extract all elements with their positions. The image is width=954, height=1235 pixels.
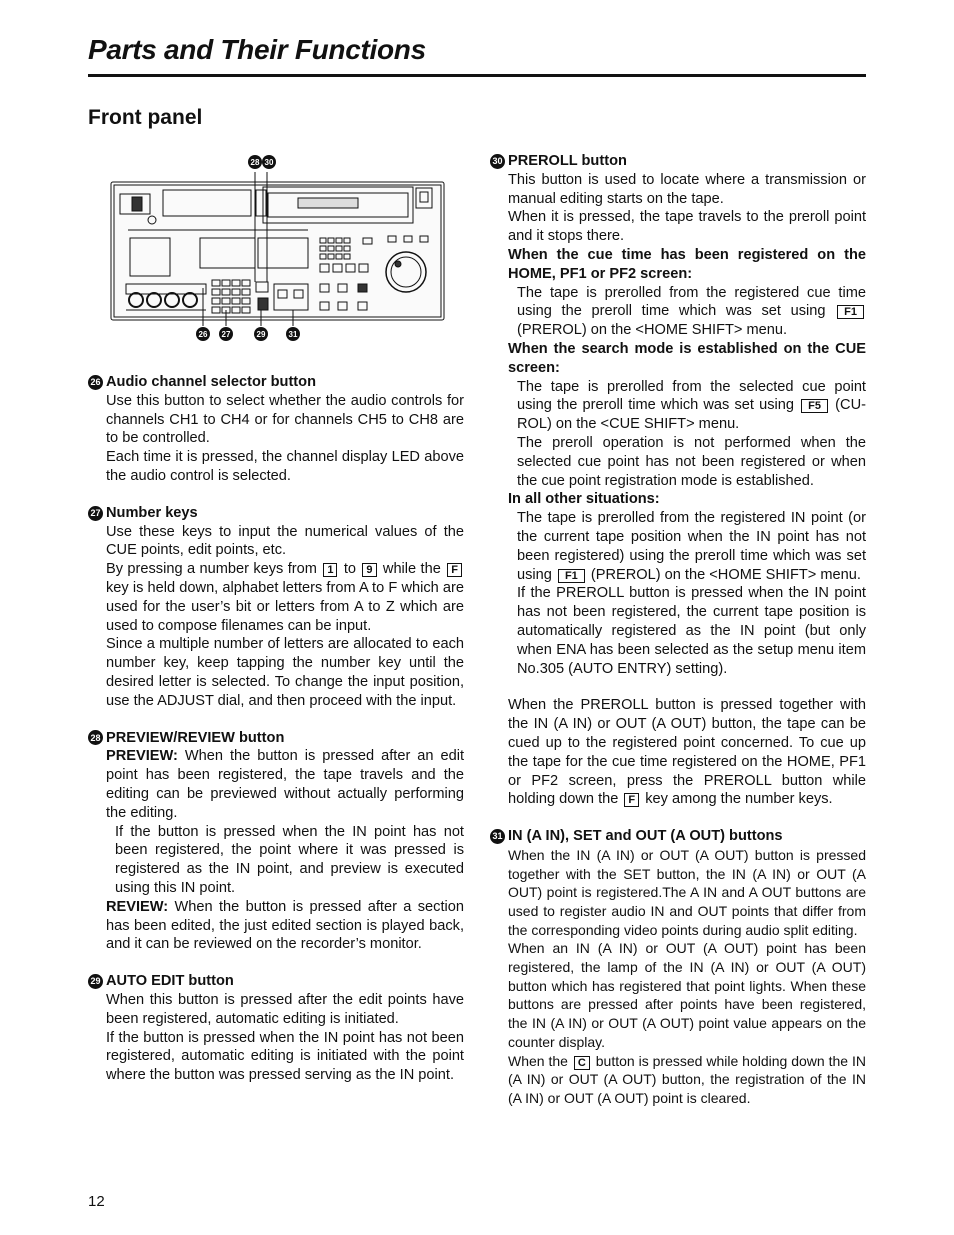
preview-text-2: If the button is pressed when the IN point has not been registered, the point where it was pressed is registered as the IN point, and preview is executed using this IN point. xyxy=(115,823,464,896)
item-28-heading xyxy=(88,729,464,748)
key-f1-home: F1 xyxy=(837,305,864,319)
svg-text:31: 31 xyxy=(288,330,298,339)
item-29-text-1: When this button is pressed after the edit points have been registered, automatic editing is initiated. xyxy=(106,991,464,1027)
item-27 xyxy=(88,504,464,711)
item-26-text-1: Use this button to select whether the audio controls for channels CH1 to CH4 or for channels CH5 to CH8 are to be controlled. xyxy=(106,392,464,447)
item-26-text-2: Each time it is pressed, the channel display LED above the audio control is selected. xyxy=(106,449,464,484)
item-31-text-3b: button is pressed while holding down the IN (A IN) or OUT (A OUT) button, the registration of the IN (A IN) or OUT (A OUT) point is cleared. xyxy=(508,1052,866,1106)
item-30-sub-text-1a: The tape is prerolled from the registered cue time using the preroll time which was set using xyxy=(517,284,866,320)
item-31 xyxy=(490,827,866,1108)
item-30-number: 30 xyxy=(490,154,505,169)
item-26 xyxy=(88,373,464,486)
svg-text:28: 28 xyxy=(250,158,260,167)
item-27-title: Number keys xyxy=(106,504,198,521)
front-panel-diagram xyxy=(108,150,448,345)
item-29-number: 29 xyxy=(88,974,103,989)
item-27-text-2 xyxy=(106,560,464,635)
item-30-text-2: When it is pressed, the tape travels to the preroll point and it stops there. xyxy=(508,209,866,245)
item-30-text-3a: When the PREROLL button is pressed together with the IN (A IN) or OUT (A OUT) button, the tape can be cued up to the registered point concerned. To cue up the tape for the cue time registered on the HOME, PF1 or PF2 screen, press the PREROLL button while holding down the xyxy=(508,697,866,808)
item-29-title: AUTO EDIT button xyxy=(106,973,234,990)
preview-text: When the button is pressed after an edit point has been registered, the tape travels and the editing can be previewed without actually performing the editing. xyxy=(106,748,464,821)
item-30-heading xyxy=(490,152,866,171)
svg-text:30: 30 xyxy=(264,158,274,167)
item-31-number: 31 xyxy=(490,829,505,844)
item-30-sub-text-3 xyxy=(517,509,866,584)
item-26-number: 26 xyxy=(88,375,103,390)
item-28-number: 28 xyxy=(88,730,103,745)
item-27-text-2b: to xyxy=(343,561,356,578)
callout-26 xyxy=(196,327,210,341)
item-30-sub-text-1 xyxy=(517,284,866,340)
item-31-text-3a: When the xyxy=(508,1052,568,1069)
item-29 xyxy=(88,972,464,1085)
item-30-sub-text-3a: The tape is prerolled from the registered IN point (or the current tape position when the IN point has not been registered) using the preroll time which was set using xyxy=(517,510,866,583)
key-1: 1 xyxy=(323,563,337,577)
title-rule xyxy=(88,74,866,77)
svg-text:26: 26 xyxy=(198,330,208,339)
callout-31 xyxy=(286,327,300,341)
callout-27 xyxy=(219,327,233,341)
item-29-text-2: If the button is pressed when the IN point has not been registered, automatic editing is initiated with the point where the button was pressed serving as the IN point. xyxy=(106,1029,464,1084)
item-27-number: 27 xyxy=(88,506,103,521)
callout-28 xyxy=(248,155,262,169)
item-30-sub-heading-2: When the search mode is established on the CUE screen: xyxy=(508,340,866,376)
item-29-heading xyxy=(88,972,464,991)
item-28-preview xyxy=(106,747,464,822)
left-column xyxy=(88,373,464,1103)
item-30-sub-heading-3: In all other situations: xyxy=(508,491,660,508)
item-30 xyxy=(490,152,866,809)
item-30-sub-text-2a: The tape is prerolled from the selected cue point using the preroll time which was set using xyxy=(517,378,866,414)
item-30-sub-heading-1: When the cue time has been registered on the HOME, PF1 or PF2 screen: xyxy=(508,246,866,282)
preview-label: PREVIEW: xyxy=(106,748,178,765)
item-30-sub-text-3b: (PREROL) on the <HOME SHIFT> menu. xyxy=(590,566,861,583)
page-title: Parts and Their Functions xyxy=(88,34,426,65)
item-27-text-2a: By pressing a number keys from xyxy=(106,561,317,578)
item-31-title: IN (A IN), SET and OUT (A OUT) buttons xyxy=(508,828,783,845)
key-f-preroll: F xyxy=(624,793,639,807)
key-f5-cue: F5 xyxy=(801,399,828,413)
item-30-sub-text-1b: (PREROL) on the <HOME SHIFT> menu. xyxy=(517,322,788,339)
item-30-sub-text-3-note: If the PREROLL button is pressed when the IN point has not been registered, the current tape position is automatically registered as the IN point (but only when ENA has been selected as the setup menu item No.305 (AUTO ENTRY) setting). xyxy=(517,585,866,677)
key-9: 9 xyxy=(362,563,376,577)
item-30-sub-text-2-note: The preroll operation is not performed when the selected cue point has not been registered or when the cue point registration mode is established. xyxy=(517,434,866,489)
callout-29 xyxy=(254,327,268,341)
item-28-review xyxy=(106,898,464,954)
item-31-text-3 xyxy=(508,1052,866,1108)
item-31-text-2: When an IN (A IN) or OUT (A OUT) point has been registered, the lamp of the IN (A IN) or OUT (A OUT) button which has registered that point lights. When these buttons are pressed after points have been registered, the IN (A IN) or OUT (A OUT) point value appears on the counter display. xyxy=(508,940,866,1050)
item-26-heading xyxy=(88,373,464,392)
item-30-sub-text-2b: (CU-ROL) on the <CUE SHIFT> menu. xyxy=(517,397,866,433)
callout-30 xyxy=(262,155,276,169)
item-30-text-3 xyxy=(508,696,866,809)
item-30-sub-text-2 xyxy=(517,378,866,434)
svg-text:27: 27 xyxy=(221,330,231,339)
section-title: Front panel xyxy=(88,106,203,129)
right-column xyxy=(490,152,866,1126)
key-c: C xyxy=(574,1056,590,1070)
item-30-text-1: This button is used to locate where a transmission or manual editing starts on the tape. xyxy=(508,171,866,207)
item-28-title: PREVIEW/REVIEW button xyxy=(106,729,285,746)
item-27-heading xyxy=(88,504,464,523)
review-label: REVIEW: xyxy=(106,898,169,915)
item-31-text-1: When the IN (A IN) or OUT (A OUT) button is pressed together with the SET button, the IN (A IN) or OUT (A OUT) point is registered.The A IN and A OUT buttons are used to register audio IN and OUT points that differ from the corresponding video points during audio split editing. xyxy=(508,846,866,938)
item-27-text-2d: key is held down, alphabet letters from A to F which are used for the user’s bit or letters from A to Z which are used to compose filenames can be input. xyxy=(106,579,464,634)
item-27-text-3: Since a multiple number of letters are allocated to each number key, keep tapping the number key until the desired letter is selected. To change the input position, use the ADJUST dial, and then proceed with the input. xyxy=(106,636,464,709)
svg-text:29: 29 xyxy=(256,330,266,339)
key-f1-other: F1 xyxy=(558,569,585,583)
item-30-title: PREROLL button xyxy=(508,153,627,169)
review-text: When the button is pressed after a section has been edited, the just edited section is played back, and it can be reviewed on the recorder’s monitor. xyxy=(106,898,464,953)
key-f: F xyxy=(447,563,462,577)
item-28 xyxy=(88,729,464,955)
item-26-title: Audio channel selector button xyxy=(106,374,316,390)
item-27-text-1: Use these keys to input the numerical values of the CUE points, edit points, etc. xyxy=(106,523,464,559)
item-27-text-2c: while the xyxy=(382,561,441,578)
page-number: 12 xyxy=(88,1193,105,1210)
item-31-heading xyxy=(490,827,866,846)
item-30-text-3b: key among the number keys. xyxy=(645,791,833,808)
